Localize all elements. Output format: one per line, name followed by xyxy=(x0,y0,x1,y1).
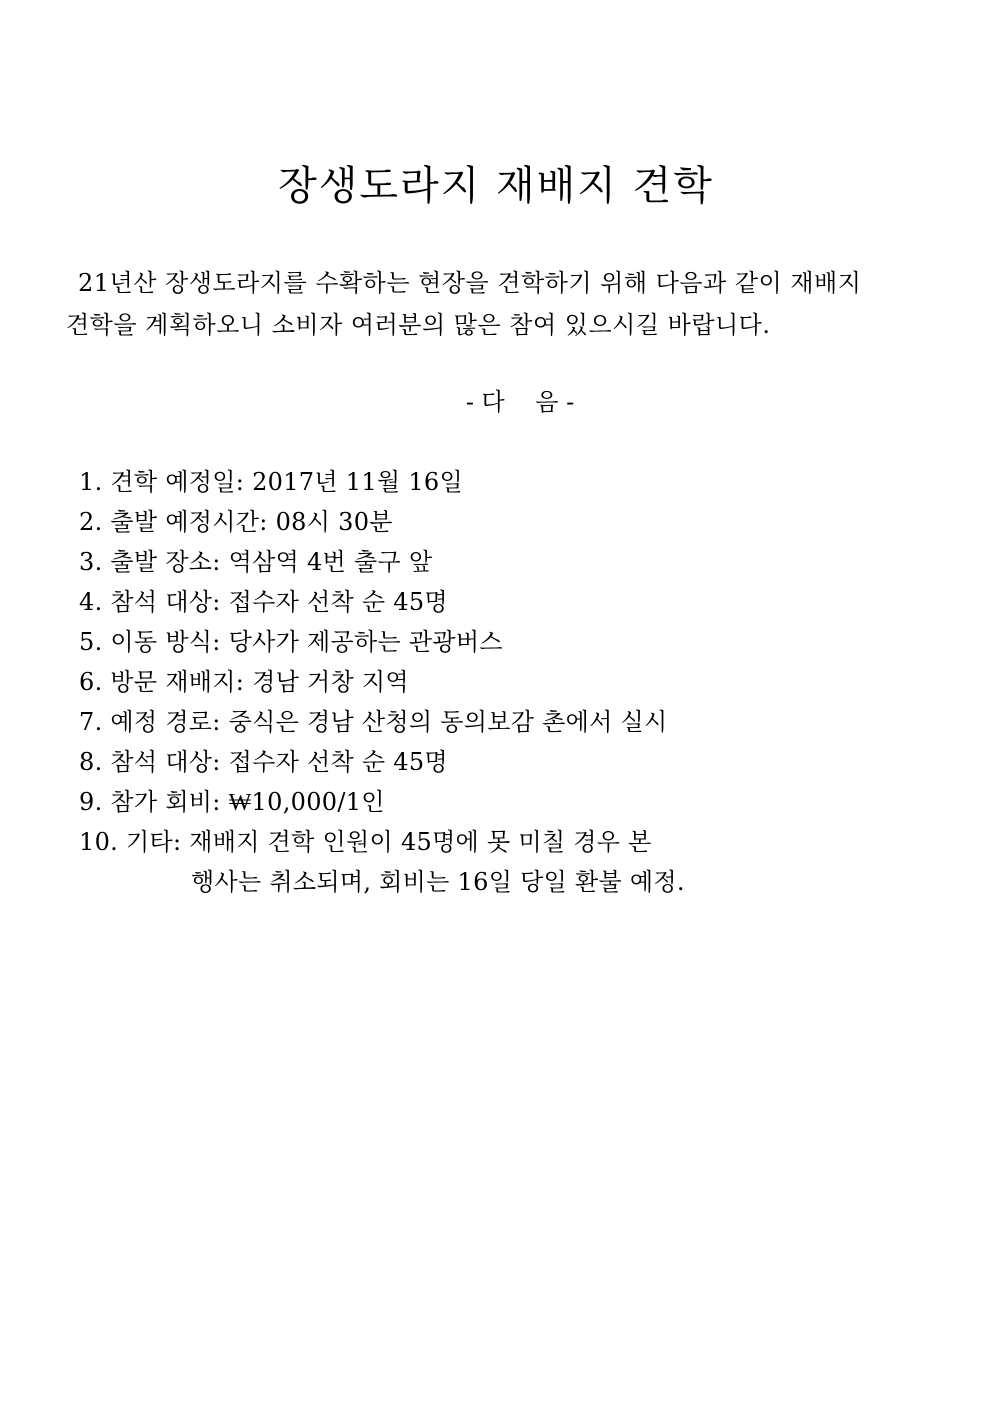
list-item-departure-time: 2. 출발 예정시간: 08시 30분 xyxy=(79,508,393,536)
document-title: 장생도라지 재배지 견학 xyxy=(278,163,714,209)
intro-line-2: 견학을 계획하오니 소비자 여러분의 많은 참여 있으시길 바랍니다. xyxy=(66,311,771,339)
detail-list xyxy=(79,462,939,902)
list-item-route: 7. 예정 경로: 중식은 경남 산청의 동의보감 촌에서 실시 xyxy=(79,708,668,736)
list-item-date: 1. 견학 예정일: 2017년 11월 16일 xyxy=(79,468,463,496)
list-item-other: 10. 기타: 재배지 견학 인원이 45명에 못 미칠 경우 본 xyxy=(79,828,652,856)
intro-paragraph xyxy=(66,262,926,346)
list-item-other-continuation: 행사는 취소되며, 회비는 16일 당일 환불 예정. xyxy=(191,868,685,896)
list-item-farm: 6. 방문 재배지: 경남 거창 지역 xyxy=(79,668,409,696)
list-item-departure-place: 3. 출발 장소: 역삼역 4번 출구 앞 xyxy=(79,548,433,576)
list-item-transport: 5. 이동 방식: 당사가 제공하는 관광버스 xyxy=(79,628,503,656)
intro-line-1: 21년산 장생도라지를 수확하는 현장을 견학하기 위해 다음과 같이 재배지 xyxy=(78,269,862,297)
section-heading: - 다 음 - xyxy=(465,388,575,416)
list-item-attendees-repeat: 8. 참석 대상: 접수자 선착 순 45명 xyxy=(79,748,448,776)
list-item-attendees: 4. 참석 대상: 접수자 선착 순 45명 xyxy=(79,588,448,616)
list-item-fee: 9. 참가 회비: ₩10,000/1인 xyxy=(79,788,385,816)
